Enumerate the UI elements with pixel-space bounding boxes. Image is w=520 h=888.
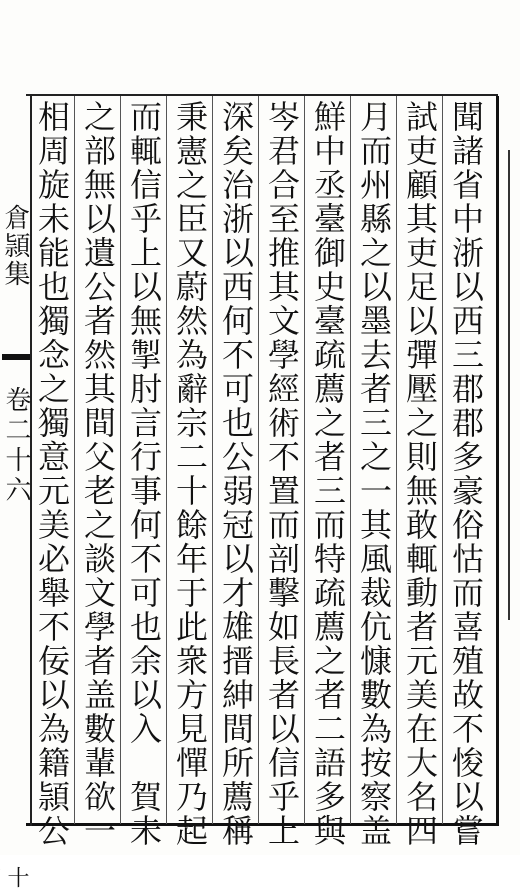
volume-label: 卷二十六 (1, 386, 31, 506)
column-rule (120, 96, 121, 824)
column-rule (166, 96, 167, 824)
column-rule (258, 96, 259, 824)
banxin-strip (0, 96, 32, 888)
margin-line (508, 150, 510, 620)
column-rule (304, 96, 305, 824)
text-column-7: 秉憲之臣又蔚然為辭宗二十餘年于此衆方見憚乃起 (171, 100, 209, 848)
text-column-9: 之部無以遺公者然其間父老之談文學者盖數輩欲一 (79, 100, 117, 848)
text-column-10: 相周旋未能也獨念之獨意元美必舉不佞以為籍頴公 (33, 100, 71, 848)
text-column-5: 岑君合至推其文學經術不置而剖擊如長者以信乎上 (263, 100, 301, 848)
fishtail-mark (2, 354, 30, 360)
text-column-2: 試吏顧其吏足以彈壓之則無敢輒動者元美在大名四 (401, 100, 439, 848)
page-number: 十 (4, 866, 29, 888)
column-rule (442, 96, 443, 824)
text-column-8: 而輒信乎上以無掣肘言行事何不可也余以入 賀未 (125, 100, 163, 848)
column-rule (396, 96, 397, 824)
column-rule (350, 96, 351, 824)
text-column-6: 深矣治浙以西何不可也公弱冠以才雄搢紳間所薦稱 (217, 100, 255, 848)
column-rule (212, 96, 213, 824)
text-column-3: 月而州縣之以墨去者三之一其風裁伉慷數為按察盖 (355, 100, 393, 848)
column-rule (74, 96, 75, 824)
book-title: 倉頴集 (0, 204, 30, 288)
text-column-4: 鮮中丞臺御史臺疏薦之者三而特疏薦之者二語多與 (309, 100, 347, 848)
text-column-1: 聞諸省中浙以西三郡郡多豪俗怙而喜殖故不悛以嘗 (447, 100, 485, 848)
